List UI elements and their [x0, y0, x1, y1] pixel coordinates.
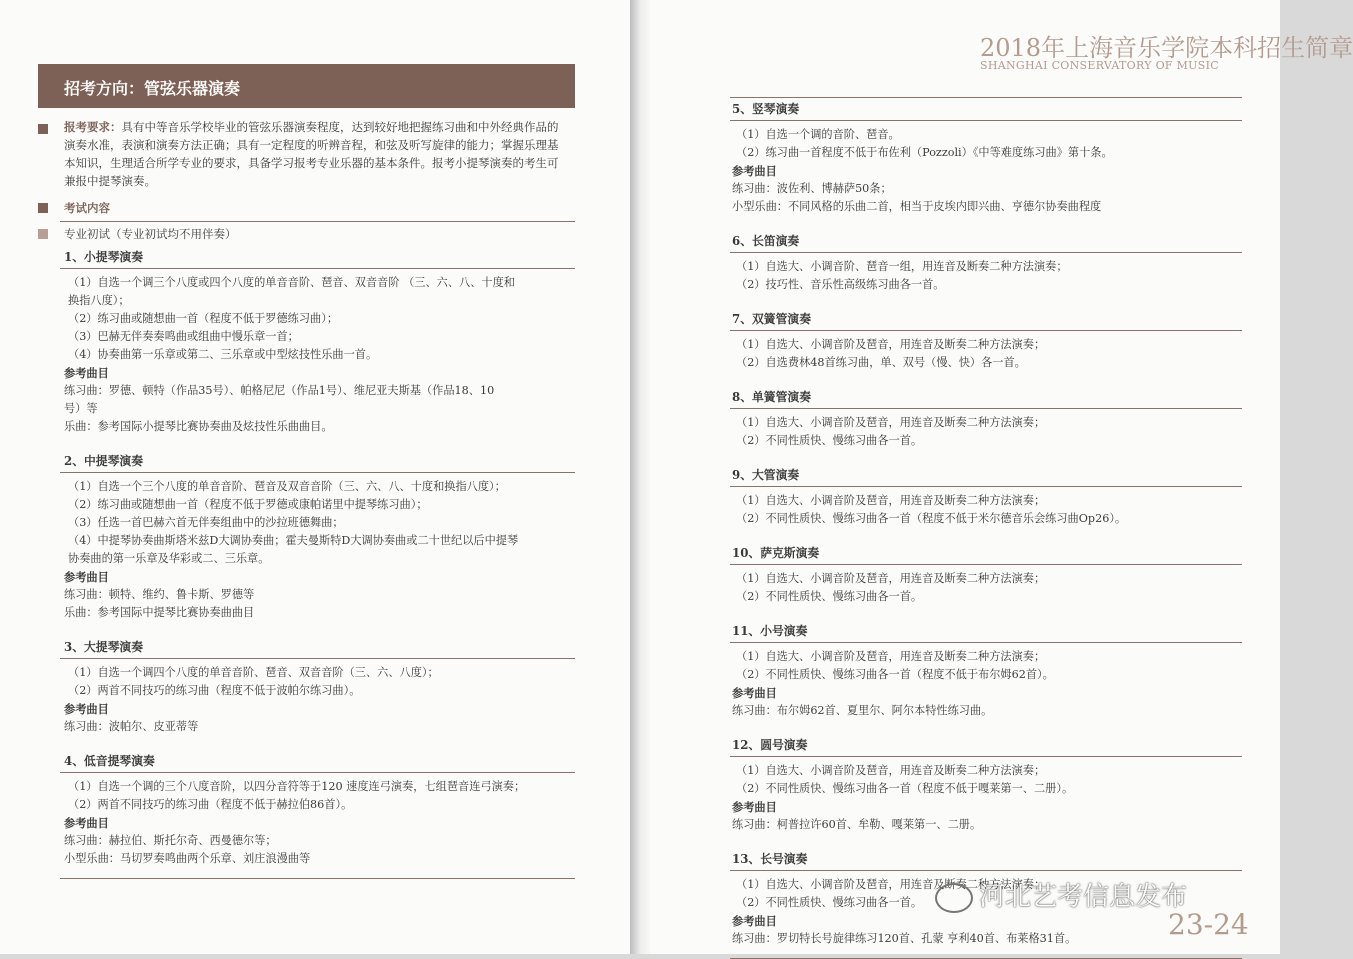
content-line: 号）等 [64, 402, 98, 415]
content-line: 乐曲：参考国际中提琴比赛协奏曲曲目 [64, 606, 255, 619]
content-line: （1）自选一个三个八度的单音音阶、琶音及双音音阶（三、六、八、十度和换指八度）； [68, 480, 506, 493]
section-title: 9、大管演奏 [732, 468, 800, 482]
content-line: （1）自选大、小调音阶及琶音，用连音及断奏二种方法演奏； [736, 878, 1046, 891]
content-line: （1）自选大、小调音阶及琶音，用连音及断奏二种方法演奏； [736, 416, 1046, 429]
content-line: （1）自选大、小调音阶、琶音一组，用连音及断奏二种方法演奏； [736, 260, 1068, 273]
content-line: （1）自选大、小调音阶及琶音，用连音及断奏二种方法演奏； [736, 764, 1046, 777]
content-line: （2）不同性质快、慢练习曲各一首。 [736, 896, 923, 909]
book-spine [630, 0, 650, 954]
content-line: （2）不同性质快、慢练习曲各一首（程度不低于布尔姆62首）。 [736, 668, 1054, 681]
section-title: 10、萨克斯演奏 [732, 546, 820, 560]
prelim-heading: 专业初试（专业初试均不用伴奏） [64, 227, 237, 241]
section-block [64, 450, 584, 622]
content-line: （1）自选一个调三个八度或四个八度的单音音阶、琶音、双音音阶 （三、六、八、十度和 [68, 276, 515, 289]
requirements-text: 具有中等音乐学校毕业的管弦乐器演奏程度，达到较好地把握练习曲和中外经典作品的演奏水准，表演和演奏方法正确；具有一定程度的听辨音程，和弦及听写旋律的能力；掌握乐理基本知识，生理适合所学专业的要求，具备学习报考专业乐器的基本条件。报考小提琴演奏的考生可兼报中提琴演奏。 [64, 120, 559, 188]
section-title: 8、单簧管演奏 [732, 390, 811, 404]
requirements-label: 报考要求： [64, 120, 122, 134]
reference-heading: 参考曲目 [64, 702, 109, 716]
section-title: 12、圆号演奏 [732, 738, 808, 752]
content-line: （2）不同性质快、慢练习曲各一首。 [736, 590, 923, 603]
left-page [0, 0, 630, 954]
reference-heading: 参考曲目 [732, 800, 777, 814]
reference-heading: 参考曲目 [732, 164, 777, 178]
section-title: 5、竖琴演奏 [732, 102, 800, 116]
content-line: （3）任选一首巴赫六首无伴奏组曲中的沙拉班德舞曲； [68, 516, 344, 529]
bullet-square [38, 229, 48, 239]
watermark [935, 876, 1187, 913]
content-line: 小型乐曲：不同风格的乐曲二首，相当于皮埃内即兴曲、亨德尔协奏曲程度 [732, 200, 1102, 213]
section-title: 11、小号演奏 [732, 624, 808, 638]
section-block [732, 542, 1252, 606]
section-title: 4、低音提琴演奏 [64, 754, 155, 768]
content-line: 练习曲：罗切特长号旋律练习120首、孔蒙 亨利40首、布莱格31首。 [732, 932, 1077, 945]
page-number: 23-24 [1168, 908, 1249, 941]
reference-heading: 参考曲目 [64, 570, 109, 584]
section-title: 3、大提琴演奏 [64, 640, 143, 654]
content-line: （1）自选一个调四个八度的单音音阶、琶音、双音音阶（三、六、八度）； [68, 666, 439, 679]
content-line: （1）自选大、小调音阶及琶音，用连音及断奏二种方法演奏； [736, 572, 1046, 585]
exam-content-heading: 考试内容 [64, 201, 110, 215]
header-subtitle: SHANGHAI CONSERVATORY OF MUSIC [980, 59, 1219, 72]
section-block [732, 464, 1252, 528]
section-block [732, 734, 1252, 834]
content-line: 练习曲：柯普拉许60首、牟勒、嘎莱第一、二册。 [732, 818, 982, 831]
bullet-square [38, 124, 48, 134]
requirements-paragraph [64, 118, 564, 190]
content-line: （2）两首不同技巧的练习曲（程度不低于赫拉伯86首）。 [68, 798, 353, 811]
content-line: （4）中提琴协奏曲斯塔米兹D大调协奏曲；霍夫曼斯特D大调协奏曲或二十世纪以后中提琴 [68, 534, 519, 547]
content-line: （3）巴赫无伴奏奏鸣曲或组曲中慢乐章一首； [68, 330, 299, 343]
content-line: （2）不同性质快、慢练习曲各一首（程度不低于米尔德音乐会练习曲Op26）。 [736, 512, 1127, 525]
divider [60, 221, 575, 222]
wechat-icon [935, 883, 973, 913]
section-block [732, 98, 1252, 216]
divider [60, 878, 575, 879]
section-title: 13、长号演奏 [732, 852, 808, 866]
content-line: 练习曲：波帕尔、皮亚蒂等 [64, 720, 199, 733]
content-line: （4）协奏曲第一乐章或第二、三乐章或中型炫技性乐曲一首。 [68, 348, 378, 361]
reference-heading: 参考曲目 [732, 686, 777, 700]
header-title: 2018年上海音乐学院本科招生简章 [980, 34, 1353, 62]
section-title: 1、小提琴演奏 [64, 250, 143, 264]
content-line: 练习曲：布尔姆62首、夏里尔、阿尔本特性练习曲。 [732, 704, 993, 717]
section-block [64, 750, 584, 868]
section-banner [38, 64, 575, 108]
section-block [64, 636, 584, 736]
bullet-square [38, 203, 48, 213]
content-line: 练习曲：赫拉伯、斯托尔奇、西曼德尔等； [64, 834, 277, 847]
content-line: （2）不同性质快、慢练习曲各一首（程度不低于嘎莱第一、二册）。 [736, 782, 1074, 795]
section-block [732, 230, 1252, 294]
content-line: （2）技巧性、音乐性高级练习曲各一首。 [736, 278, 945, 291]
section-title: 2、中提琴演奏 [64, 454, 143, 468]
section-block [732, 386, 1252, 450]
section-block [732, 620, 1252, 720]
content-line: 乐曲：参考国际小提琴比赛协奏曲及炫技性乐曲曲目。 [64, 420, 333, 433]
banner-title: 招考方向：管弦乐器演奏 [64, 79, 241, 98]
content-line: （2）练习曲或随想曲一首（程度不低于罗德练习曲）； [68, 312, 339, 325]
reference-heading: 参考曲目 [64, 816, 109, 830]
reference-heading: 参考曲目 [64, 366, 109, 380]
content-line: （1）自选大、小调音阶及琶音，用连音及断奏二种方法演奏； [736, 650, 1046, 663]
content-line: 练习曲：波佐利、博赫萨50条； [732, 182, 892, 195]
content-line: （2）自选费林48首练习曲，单、双号（慢、快）各一首。 [736, 356, 1026, 369]
content-line: 练习曲：顿特、维约、鲁卡斯、罗德等 [64, 588, 255, 601]
section-block [64, 246, 584, 436]
watermark-text: 河北艺考信息发布 [979, 882, 1188, 912]
content-line: （1）自选大、小调音阶及琶音，用连音及断奏二种方法演奏； [736, 338, 1046, 351]
content-line: 协奏曲的第一乐章及华彩或二、三乐章。 [68, 552, 270, 565]
content-line: （2）不同性质快、慢练习曲各一首。 [736, 434, 923, 447]
content-line: （2）练习曲或随想曲一首（程度不低于罗德或康帕诺里中提琴练习曲）； [68, 498, 428, 511]
content-line: 练习曲：罗德、顿特（作品35号）、帕格尼尼（作品1号）、维尼亚夫斯基（作品18、10 [64, 384, 495, 397]
content-line: 小型乐曲：马切罗奏鸣曲两个乐章、刘庄浪漫曲等 [64, 852, 311, 865]
section-block [732, 308, 1252, 372]
content-line: 换指八度）； [68, 294, 130, 307]
content-line: （2）两首不同技巧的练习曲（程度不低于波帕尔练习曲）。 [68, 684, 361, 697]
content-line: （2）练习曲一首程度不低于布佐利（Pozzoli）《中等难度练习曲》第十条。 [736, 146, 1113, 159]
content-line: （1）自选大、小调音阶及琶音，用连音及断奏二种方法演奏； [736, 494, 1046, 507]
content-line: （1）自选一个调的三个八度音阶，以四分音符等于120 速度连弓演奏，七组琶音连弓演奏； [68, 780, 526, 793]
content-line: （1）自选一个调的音阶、琶音。 [736, 128, 900, 141]
section-title: 7、双簧管演奏 [732, 312, 811, 326]
section-title: 6、长笛演奏 [732, 234, 800, 248]
reference-heading: 参考曲目 [732, 914, 777, 928]
